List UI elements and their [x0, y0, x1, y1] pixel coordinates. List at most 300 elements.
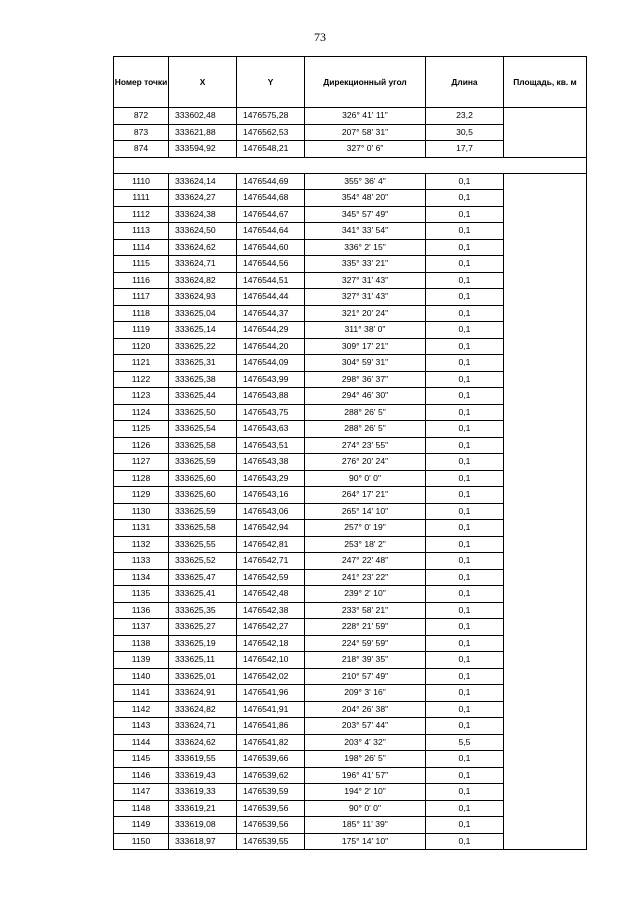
cell-x: 333624,82	[169, 701, 237, 718]
table-row	[114, 305, 587, 322]
cell-point-number: 872	[114, 108, 169, 125]
cell-length: 0,1	[426, 338, 504, 355]
cell-angle: 265° 14' 10"	[305, 503, 426, 520]
cell-angle: 298° 36' 37"	[305, 371, 426, 388]
table-row	[114, 322, 587, 339]
cell-x: 333625,04	[169, 305, 237, 322]
cell-y: 1476548,21	[237, 141, 305, 158]
cell-y: 1476539,66	[237, 751, 305, 768]
cell-point-number: 1149	[114, 817, 169, 834]
cell-y: 1476544,20	[237, 338, 305, 355]
table-row	[114, 206, 587, 223]
cell-point-number: 1122	[114, 371, 169, 388]
cell-area	[504, 602, 587, 619]
table-row	[114, 734, 587, 751]
cell-point-number: 1111	[114, 190, 169, 207]
cell-length: 0,1	[426, 355, 504, 372]
cell-area	[504, 124, 587, 141]
cell-point-number: 1146	[114, 767, 169, 784]
header-x: X	[169, 57, 237, 108]
table-row	[114, 652, 587, 669]
cell-angle: 198° 26' 5"	[305, 751, 426, 768]
cell-angle: 247° 22' 48"	[305, 553, 426, 570]
cell-area	[504, 619, 587, 636]
cell-angle: 327° 31' 43"	[305, 289, 426, 306]
cell-point-number: 1141	[114, 685, 169, 702]
table-row	[114, 602, 587, 619]
cell-y: 1476543,16	[237, 487, 305, 504]
cell-area	[504, 355, 587, 372]
cell-area	[504, 206, 587, 223]
cell-point-number: 1148	[114, 800, 169, 817]
cell-y: 1476541,91	[237, 701, 305, 718]
table-row	[114, 553, 587, 570]
cell-area	[504, 701, 587, 718]
cell-length: 0,1	[426, 371, 504, 388]
cell-area	[504, 108, 587, 125]
cell-y: 1476542,59	[237, 569, 305, 586]
cell-area	[504, 652, 587, 669]
cell-y: 1476542,81	[237, 536, 305, 553]
table-row	[114, 536, 587, 553]
cell-area	[504, 503, 587, 520]
cell-angle: 175° 14' 10"	[305, 833, 426, 850]
cell-length: 0,1	[426, 784, 504, 801]
cell-x: 333625,60	[169, 487, 237, 504]
cell-y: 1476544,69	[237, 173, 305, 190]
cell-area	[504, 487, 587, 504]
cell-length: 0,1	[426, 569, 504, 586]
cell-angle: 241° 23' 22"	[305, 569, 426, 586]
cell-x: 333625,55	[169, 536, 237, 553]
cell-y: 1476543,63	[237, 421, 305, 438]
table-row	[114, 371, 587, 388]
cell-point-number: 1140	[114, 668, 169, 685]
cell-angle: 253° 18' 2"	[305, 536, 426, 553]
cell-angle: 204° 26' 38"	[305, 701, 426, 718]
cell-x: 333624,62	[169, 734, 237, 751]
cell-y: 1476544,29	[237, 322, 305, 339]
cell-area	[504, 734, 587, 751]
cell-length: 23,2	[426, 108, 504, 125]
cell-point-number: 1137	[114, 619, 169, 636]
cell-length: 0,1	[426, 586, 504, 603]
cell-point-number: 1145	[114, 751, 169, 768]
table-row	[114, 619, 587, 636]
table-row	[114, 751, 587, 768]
cell-x: 333619,08	[169, 817, 237, 834]
cell-angle: 311° 38' 0"	[305, 322, 426, 339]
cell-point-number: 1121	[114, 355, 169, 372]
cell-length: 0,1	[426, 602, 504, 619]
cell-point-number: 1144	[114, 734, 169, 751]
cell-area	[504, 421, 587, 438]
table-row	[114, 784, 587, 801]
cell-length: 0,1	[426, 256, 504, 273]
cell-length: 0,1	[426, 833, 504, 850]
cell-length: 0,1	[426, 718, 504, 735]
table-row	[114, 470, 587, 487]
cell-y: 1476542,38	[237, 602, 305, 619]
cell-point-number: 1136	[114, 602, 169, 619]
cell-angle: 274° 23' 55"	[305, 437, 426, 454]
cell-point-number: 1115	[114, 256, 169, 273]
cell-area	[504, 272, 587, 289]
cell-angle: 288° 26' 5"	[305, 404, 426, 421]
table-row	[114, 685, 587, 702]
cell-area	[504, 536, 587, 553]
cell-angle: 264° 17' 21"	[305, 487, 426, 504]
cell-point-number: 1130	[114, 503, 169, 520]
cell-length: 0,1	[426, 536, 504, 553]
cell-y: 1476541,96	[237, 685, 305, 702]
cell-angle: 354° 48' 20"	[305, 190, 426, 207]
cell-x: 333625,50	[169, 404, 237, 421]
cell-angle: 185° 11' 39"	[305, 817, 426, 834]
cell-area	[504, 635, 587, 652]
cell-x: 333625,59	[169, 503, 237, 520]
cell-y: 1476543,88	[237, 388, 305, 405]
separator-cell	[114, 157, 587, 173]
cell-point-number: 1150	[114, 833, 169, 850]
table-row	[114, 272, 587, 289]
cell-y: 1476544,60	[237, 239, 305, 256]
cell-length: 0,1	[426, 388, 504, 405]
table-row	[114, 817, 587, 834]
header-length: Длина	[426, 57, 504, 108]
cell-angle: 336° 2' 15"	[305, 239, 426, 256]
cell-x: 333619,55	[169, 751, 237, 768]
cell-area	[504, 718, 587, 735]
cell-x: 333625,58	[169, 437, 237, 454]
cell-point-number: 1139	[114, 652, 169, 669]
cell-x: 333624,71	[169, 256, 237, 273]
cell-point-number: 1116	[114, 272, 169, 289]
cell-point-number: 1142	[114, 701, 169, 718]
cell-length: 0,1	[426, 272, 504, 289]
cell-angle: 228° 21' 59"	[305, 619, 426, 636]
cell-angle: 209° 3' 16"	[305, 685, 426, 702]
cell-length: 0,1	[426, 800, 504, 817]
cell-y: 1476543,99	[237, 371, 305, 388]
cell-length: 0,1	[426, 239, 504, 256]
cell-angle: 210° 57' 49"	[305, 668, 426, 685]
table-row	[114, 355, 587, 372]
cell-y: 1476542,48	[237, 586, 305, 603]
cell-y: 1476539,62	[237, 767, 305, 784]
cell-x: 333625,11	[169, 652, 237, 669]
cell-y: 1476543,51	[237, 437, 305, 454]
cell-y: 1476539,56	[237, 817, 305, 834]
cell-area	[504, 190, 587, 207]
table-row	[114, 124, 587, 141]
table-row	[114, 256, 587, 273]
cell-point-number: 1129	[114, 487, 169, 504]
table-row	[114, 239, 587, 256]
cell-area	[504, 800, 587, 817]
cell-area	[504, 305, 587, 322]
table-row	[114, 586, 587, 603]
cell-length: 0,1	[426, 685, 504, 702]
cell-x: 333625,44	[169, 388, 237, 405]
cell-x: 333625,59	[169, 454, 237, 471]
cell-area	[504, 141, 587, 158]
cell-point-number: 1110	[114, 173, 169, 190]
cell-area	[504, 668, 587, 685]
cell-angle: 341° 33' 54"	[305, 223, 426, 240]
cell-y: 1476544,56	[237, 256, 305, 273]
cell-length: 0,1	[426, 223, 504, 240]
cell-y: 1476543,75	[237, 404, 305, 421]
cell-angle: 196° 41' 57"	[305, 767, 426, 784]
coordinates-table	[113, 56, 587, 850]
cell-length: 0,1	[426, 190, 504, 207]
cell-area	[504, 223, 587, 240]
cell-angle: 288° 26' 5"	[305, 421, 426, 438]
cell-x: 333625,60	[169, 470, 237, 487]
table-row	[114, 701, 587, 718]
cell-length: 0,1	[426, 520, 504, 537]
cell-length: 0,1	[426, 767, 504, 784]
cell-length: 0,1	[426, 421, 504, 438]
cell-y: 1476542,10	[237, 652, 305, 669]
cell-area	[504, 784, 587, 801]
table-row	[114, 569, 587, 586]
table-row	[114, 503, 587, 520]
cell-x: 333625,27	[169, 619, 237, 636]
cell-x: 333624,50	[169, 223, 237, 240]
cell-length: 0,1	[426, 652, 504, 669]
cell-area	[504, 520, 587, 537]
cell-point-number: 874	[114, 141, 169, 158]
cell-area	[504, 338, 587, 355]
cell-y: 1476544,37	[237, 305, 305, 322]
header-y: Y	[237, 57, 305, 108]
cell-y: 1476544,09	[237, 355, 305, 372]
cell-length: 0,1	[426, 635, 504, 652]
cell-x: 333625,47	[169, 569, 237, 586]
cell-angle: 257° 0' 19"	[305, 520, 426, 537]
cell-area	[504, 767, 587, 784]
cell-length: 0,1	[426, 701, 504, 718]
cell-point-number: 1119	[114, 322, 169, 339]
cell-length: 0,1	[426, 817, 504, 834]
cell-y: 1476544,68	[237, 190, 305, 207]
table-row	[114, 635, 587, 652]
table-row	[114, 454, 587, 471]
cell-length: 17,7	[426, 141, 504, 158]
cell-x: 333625,22	[169, 338, 237, 355]
cell-area	[504, 553, 587, 570]
header-angle: Дирекционный угол	[305, 57, 426, 108]
cell-area	[504, 239, 587, 256]
cell-length: 0,1	[426, 619, 504, 636]
cell-y: 1476544,44	[237, 289, 305, 306]
table-row	[114, 223, 587, 240]
cell-length: 0,1	[426, 173, 504, 190]
cell-point-number: 1120	[114, 338, 169, 355]
cell-point-number: 873	[114, 124, 169, 141]
cell-length: 5,5	[426, 734, 504, 751]
cell-length: 0,1	[426, 322, 504, 339]
table-row	[114, 388, 587, 405]
cell-point-number: 1114	[114, 239, 169, 256]
cell-x: 333619,33	[169, 784, 237, 801]
cell-angle: 207° 58' 31"	[305, 124, 426, 141]
cell-area	[504, 371, 587, 388]
cell-angle: 321° 20' 24"	[305, 305, 426, 322]
cell-point-number: 1125	[114, 421, 169, 438]
cell-area	[504, 322, 587, 339]
cell-area	[504, 817, 587, 834]
cell-y: 1476539,56	[237, 800, 305, 817]
cell-point-number: 1131	[114, 520, 169, 537]
cell-length: 0,1	[426, 553, 504, 570]
cell-x: 333625,58	[169, 520, 237, 537]
table-row	[114, 404, 587, 421]
cell-point-number: 1135	[114, 586, 169, 603]
table-row	[114, 421, 587, 438]
cell-area	[504, 833, 587, 850]
cell-x: 333618,97	[169, 833, 237, 850]
cell-area	[504, 173, 587, 190]
cell-length: 0,1	[426, 454, 504, 471]
cell-point-number: 1124	[114, 404, 169, 421]
cell-point-number: 1132	[114, 536, 169, 553]
cell-angle: 294° 46' 30"	[305, 388, 426, 405]
cell-y: 1476543,06	[237, 503, 305, 520]
cell-point-number: 1123	[114, 388, 169, 405]
cell-area	[504, 751, 587, 768]
cell-x: 333625,41	[169, 586, 237, 603]
cell-length: 0,1	[426, 404, 504, 421]
cell-y: 1476542,18	[237, 635, 305, 652]
table-row	[114, 668, 587, 685]
cell-angle: 355° 36' 4"	[305, 173, 426, 190]
cell-area	[504, 404, 587, 421]
cell-point-number: 1147	[114, 784, 169, 801]
cell-x: 333625,01	[169, 668, 237, 685]
cell-area	[504, 289, 587, 306]
cell-y: 1476539,55	[237, 833, 305, 850]
cell-x: 333619,21	[169, 800, 237, 817]
table-header-row	[114, 57, 587, 108]
cell-area	[504, 256, 587, 273]
table-row	[114, 800, 587, 817]
cell-x: 333624,82	[169, 272, 237, 289]
cell-area	[504, 586, 587, 603]
cell-angle: 194° 2' 10"	[305, 784, 426, 801]
page-number: 73	[314, 30, 326, 44]
cell-length: 0,1	[426, 206, 504, 223]
table-row	[114, 108, 587, 125]
cell-angle: 218° 39' 35"	[305, 652, 426, 669]
cell-x: 333625,19	[169, 635, 237, 652]
cell-angle: 326° 41' 11"	[305, 108, 426, 125]
cell-angle: 239° 2' 10"	[305, 586, 426, 603]
table-row	[114, 767, 587, 784]
cell-y: 1476544,64	[237, 223, 305, 240]
table-row	[114, 190, 587, 207]
header-area: Площадь, кв. м	[504, 57, 587, 108]
cell-length: 30,5	[426, 124, 504, 141]
cell-x: 333624,71	[169, 718, 237, 735]
cell-x: 333624,27	[169, 190, 237, 207]
cell-y: 1476542,02	[237, 668, 305, 685]
cell-y: 1476562,53	[237, 124, 305, 141]
cell-y: 1476543,38	[237, 454, 305, 471]
cell-x: 333619,43	[169, 767, 237, 784]
cell-point-number: 1126	[114, 437, 169, 454]
cell-angle: 203° 57' 44"	[305, 718, 426, 735]
table-row	[114, 289, 587, 306]
table-row	[114, 437, 587, 454]
cell-x: 333602,48	[169, 108, 237, 125]
table-row	[114, 833, 587, 850]
cell-x: 333624,38	[169, 206, 237, 223]
cell-angle: 276° 20' 24"	[305, 454, 426, 471]
cell-y: 1476575,28	[237, 108, 305, 125]
cell-y: 1476542,27	[237, 619, 305, 636]
cell-angle: 327° 0' 6"	[305, 141, 426, 158]
cell-length: 0,1	[426, 437, 504, 454]
cell-point-number: 1112	[114, 206, 169, 223]
header-point-number: Номер точки	[114, 57, 169, 108]
cell-x: 333625,14	[169, 322, 237, 339]
table-body	[114, 108, 587, 850]
cell-x: 333624,14	[169, 173, 237, 190]
table-row	[114, 520, 587, 537]
table-row	[114, 338, 587, 355]
cell-x: 333624,62	[169, 239, 237, 256]
cell-length: 0,1	[426, 751, 504, 768]
cell-length: 0,1	[426, 470, 504, 487]
cell-x: 333624,91	[169, 685, 237, 702]
cell-x: 333625,31	[169, 355, 237, 372]
cell-point-number: 1117	[114, 289, 169, 306]
cell-y: 1476543,29	[237, 470, 305, 487]
cell-y: 1476541,82	[237, 734, 305, 751]
cell-point-number: 1127	[114, 454, 169, 471]
group-separator-row	[114, 157, 587, 173]
cell-point-number: 1128	[114, 470, 169, 487]
cell-angle: 203° 4' 32"	[305, 734, 426, 751]
cell-y: 1476541,86	[237, 718, 305, 735]
cell-x: 333625,38	[169, 371, 237, 388]
cell-area	[504, 437, 587, 454]
cell-length: 0,1	[426, 668, 504, 685]
cell-angle: 345° 57' 49"	[305, 206, 426, 223]
cell-length: 0,1	[426, 487, 504, 504]
cell-point-number: 1138	[114, 635, 169, 652]
cell-y: 1476542,71	[237, 553, 305, 570]
cell-x: 333621,88	[169, 124, 237, 141]
cell-point-number: 1118	[114, 305, 169, 322]
cell-y: 1476544,51	[237, 272, 305, 289]
cell-angle: 335° 33' 21"	[305, 256, 426, 273]
table-row	[114, 718, 587, 735]
cell-point-number: 1134	[114, 569, 169, 586]
cell-point-number: 1113	[114, 223, 169, 240]
cell-angle: 233° 58' 21"	[305, 602, 426, 619]
cell-x: 333625,35	[169, 602, 237, 619]
cell-area	[504, 470, 587, 487]
table-row	[114, 141, 587, 158]
cell-length: 0,1	[426, 305, 504, 322]
table-row	[114, 487, 587, 504]
cell-x: 333624,93	[169, 289, 237, 306]
cell-length: 0,1	[426, 289, 504, 306]
